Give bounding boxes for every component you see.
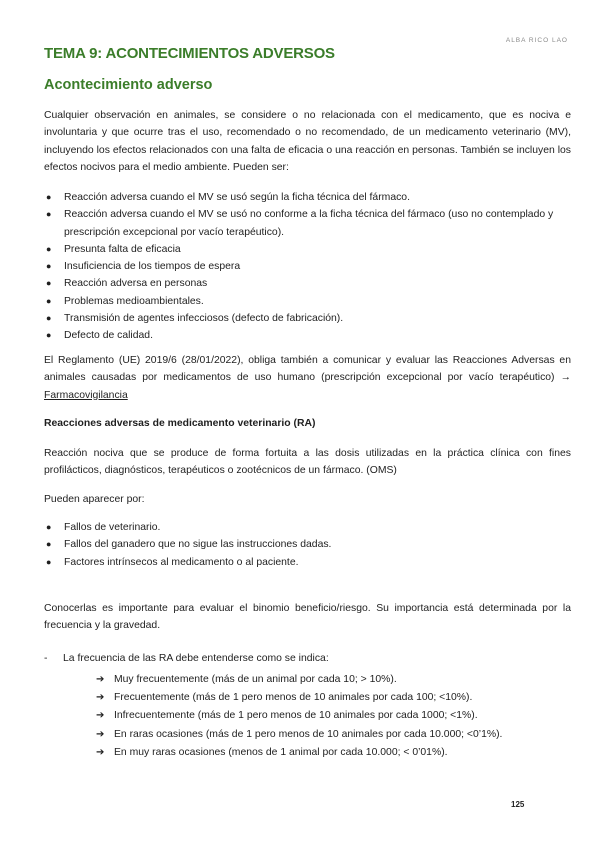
arrow-right-icon: ➔ xyxy=(96,692,105,704)
ra-definition: Reacción nociva que se produce de forma fortuita a las dosis utilizadas en la práctica clínica con fines profilácticos, diagnósticos, terapéuticos o zootécnicos de un fármaco. (OMS) xyxy=(44,448,571,477)
list-item: ➔ Infrecuentemente (más de 1 pero menos de 10 animales por cada 1000; <1%). xyxy=(96,707,502,725)
section-title: Acontecimiento adverso xyxy=(44,77,213,93)
bullet-icon: ● xyxy=(46,295,52,306)
bullet-icon: ● xyxy=(46,243,52,254)
bullet-icon: ● xyxy=(46,192,52,202)
list-item: ● Defecto de calidad. xyxy=(44,327,574,344)
arrow-right-icon: ➔ xyxy=(96,746,105,758)
list-item: ● Factores intrínsecos al medicamento o al paciente. xyxy=(44,554,574,571)
list-item: ● Fallos de veterinario. xyxy=(44,519,574,536)
list-item: ● Fallos del ganadero que no sigue las instrucciones dadas. xyxy=(44,536,574,553)
list-item: ➔ Muy frecuentemente (más de un animal por cada 10; > 10%). xyxy=(96,671,502,689)
chapter-title: TEMA 9: ACONTECIMIENTOS ADVERSOS xyxy=(44,45,335,62)
bullet-icon: ● xyxy=(46,278,52,289)
bullet-icon: ● xyxy=(46,556,52,567)
regulation-paragraph: El Reglamento (UE) 2019/6 (28/01/2022), obliga también a comunicar y evaluar las Reacciones Adversas en animales causadas por medicamentos de uso humano (prescripción excepcional por vacío terapéutico) → Farmacovigilancia xyxy=(44,355,571,401)
list-item: ● Transmisión de agentes infecciosos (defecto de fabricación). xyxy=(44,310,574,327)
list-item: ➔ Frecuentemente (más de 1 pero menos de 10 animales por cada 100; <10%). xyxy=(96,689,502,707)
bullet-icon: ● xyxy=(46,261,52,272)
list-item: ● Problemas medioambientales. xyxy=(44,293,574,310)
ra-heading: Reacciones adversas de medicamento veterinario (RA) xyxy=(44,418,316,429)
bullet-icon: ● xyxy=(46,313,52,324)
page-number: 125 xyxy=(511,800,525,809)
frequency-list xyxy=(96,671,502,762)
bullet-icon: ● xyxy=(46,539,52,550)
list-item: ● Reacción adversa en personas xyxy=(44,275,574,292)
frequency-intro: - La frecuencia de las RA debe entenderse como se indica: xyxy=(44,650,329,667)
may-appear-label: Pueden aparecer por: xyxy=(44,494,145,505)
list-item: ● Presunta falta de eficacia xyxy=(44,241,574,258)
arrow-right-icon: ➔ xyxy=(96,710,105,722)
list-item: ➔ En raras ocasiones (más de 1 pero menos de 10 animales por cada 10.000; <0’1%). xyxy=(96,726,502,744)
bullet-icon: ● xyxy=(46,330,52,341)
list-item: ➔ En muy raras ocasiones (menos de 1 animal por cada 10.000; < 0’01%). xyxy=(96,744,502,762)
farmacovigilancia-link[interactable]: Farmacovigilancia xyxy=(44,389,128,401)
arrow-right-icon: ➔ xyxy=(96,674,105,685)
bullet-icon: ● xyxy=(46,522,52,532)
header-author: ALBA RICO LAO xyxy=(505,37,568,44)
list-item: ● Insuficiencia de los tiempos de espera xyxy=(44,258,574,275)
importance-paragraph: Conocerlas es importante para evaluar el binomio beneficio/riesgo. Su importancia está determinada por la frecuencia y la gravedad. xyxy=(44,603,571,632)
intro-paragraph: Cualquier observación en animales, se considere o no relacionada con el medicamento, que es nociva e involuntaria y que ocurre tras el uso, recomendado o no recomendado, de un medicamento veterinario (MV), incluyendo los efectos relacionados con una falta de eficacia o una reacción en personas. También se incluyen los efectos nocivos para el medio ambiente. Pueden ser: xyxy=(44,110,571,173)
dash-icon: - xyxy=(44,653,48,664)
list-item: ● Reacción adversa cuando el MV se usó no conforme a la ficha técnica del fármaco (uso no contemplado y prescripción excepcional por vacío terapéutico). xyxy=(44,206,574,241)
bullet-icon: ● xyxy=(46,209,52,220)
event-types-list xyxy=(44,189,574,345)
causes-list xyxy=(44,519,574,571)
list-item: ● Reacción adversa cuando el MV se usó según la ficha técnica del fármaco. xyxy=(44,189,574,206)
arrow-right-icon: ➔ xyxy=(96,728,105,740)
